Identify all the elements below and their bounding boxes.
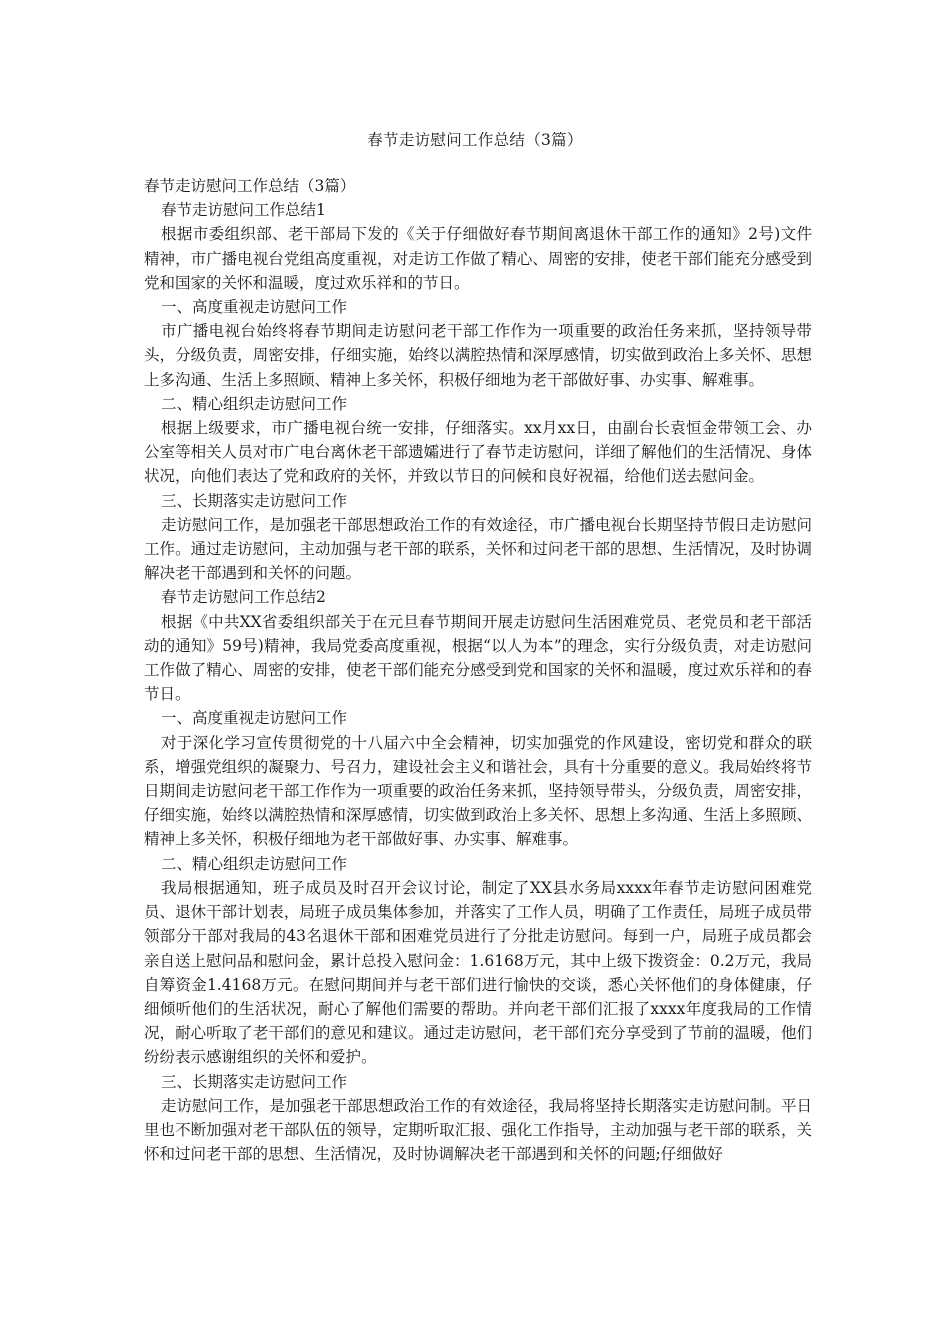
paragraph: 二、精心组织走访慰问工作 — [161, 394, 348, 413]
paragraph: 一、高度重视走访慰问工作 — [161, 298, 348, 317]
paragraph: 我局根据通知，班子成员及时召开会议讨论，制定了XX县水务局xxxx年春节走访慰问困难党员、退休干部计划表，局班子成员集体参加，并落实了工作人员，明确了工作责任，局班子成员带领部分干部对我局的43名退休干部和困难党员进行了分批走访慰问。每到一户，局班子成员都会亲自送上慰问品和慰问金，累计总投入慰问金：1.6168万元，其中上级下拨资金：0.2万元，我局自筹资金1.4168万元。在慰问期间并与老干部们进行愉快的交谈，悉心关怀他们的身体健康，仔细倾听他们的生活状况，耐心了解他们需要的帮助。并向老干部们汇报了xxxx年度我局的工作情况，耐心听取了老干部们的意见和建议。通过走访慰问，老干部们充分享受到了节前的温暖，他们纷纷表示感谢组织的关怀和爱护。 — [144, 878, 812, 1067]
paragraph: 春节走访慰问工作总结1 — [161, 201, 326, 220]
paragraph: 根据市委组织部、老干部局下发的《关于仔细做好春节期间离退休干部工作的通知》2号)文件精神，市广播电视台党组高度重视，对走访工作做了精心、周密的安排，使老干部们能充分感受到党和国家的关怀和温暖，度过欢乐祥和的节日。 — [144, 225, 812, 292]
paragraph: 走访慰问工作，是加强老干部思想政治工作的有效途径，我局将坚持长期落实走访慰问制。平日里也不断加强对老干部队伍的领导，定期听取汇报、强化工作指导，主动加强与老干部的联系，关怀和过问老干部的思想、生活情况，及时协调解决老干部遇到和关怀的问题;仔细做好 — [144, 1096, 813, 1164]
paragraph: 走访慰问工作，是加强老干部思想政治工作的有效途径，市广播电视台长期坚持节假日走访慰问工作。通过走访慰问，主动加强与老干部的联系，关怀和过问老干部的思想、生活情况，及时协调解决老干部遇到和关怀的问题。 — [144, 515, 813, 583]
paragraph: 三、长期落实走访慰问工作 — [161, 1072, 348, 1091]
paragraph: 根据《中共XX省委组织部关于在元旦春节期间开展走访慰问生活困难党员、老党员和老干部活动的通知》59号)精神，我局党委高度重视，根据“以人为本”的理念，实行分级负责，对走访慰问工作做了精心、周密的安排，使老干部们能充分感受到党和国家的关怀和温暖，度过欢乐祥和的春节日。 — [144, 612, 812, 704]
paragraph: 市广播电视台始终将春节期间走访慰问老干部工作作为一项重要的政治任务来抓，坚持领导带头，分级负责，周密安排，仔细实施，始终以满腔热情和深厚感情，切实做到政治上多关怀、思想上多沟通、生活上多照顾、精神上多关怀，积极仔细地为老干部做好事、办实事、解难事。 — [144, 322, 812, 389]
paragraph: 一、高度重视走访慰问工作 — [161, 709, 348, 728]
paragraph: 根据上级要求，市广播电视台统一安排，仔细落实。xx月xx日，由副台长袁恒金带领工会、办公室等相关人员对市广电台离休老干部遗孀进行了春节走访慰问，详细了解他们的生活情况、身体状况，向他们表达了党和政府的关怀，并致以节日的问候和良好祝福，给他们送去慰问金。 — [144, 419, 812, 486]
paragraph: 春节走访慰问工作总结（3篇） — [144, 177, 356, 195]
document-title: 春节走访慰问工作总结（3篇） — [367, 131, 583, 149]
paragraph: 对于深化学习宣传贯彻党的十八届六中全会精神，切实加强党的作风建设，密切党和群众的联系，增强党组织的凝聚力、号召力，建设社会主义和谐社会，具有十分重要的意义。我局始终将节日期间走访慰问老干部工作作为一项重要的政治任务来抓，坚持领导带头，分级负责，周密安排，仔细实施，始终以满腔热情和深厚感情，切实做到政治上多关怀、思想上多沟通、生活上多照顾、精神上多关怀，积极仔细地为老干部做好事、办实事、解难事。 — [144, 733, 812, 849]
paragraph: 春节走访慰问工作总结2 — [161, 588, 326, 607]
paragraph: 二、精心组织走访慰问工作 — [161, 854, 348, 873]
document-body — [144, 174, 812, 1166]
paragraph: 三、长期落实走访慰问工作 — [161, 491, 348, 510]
